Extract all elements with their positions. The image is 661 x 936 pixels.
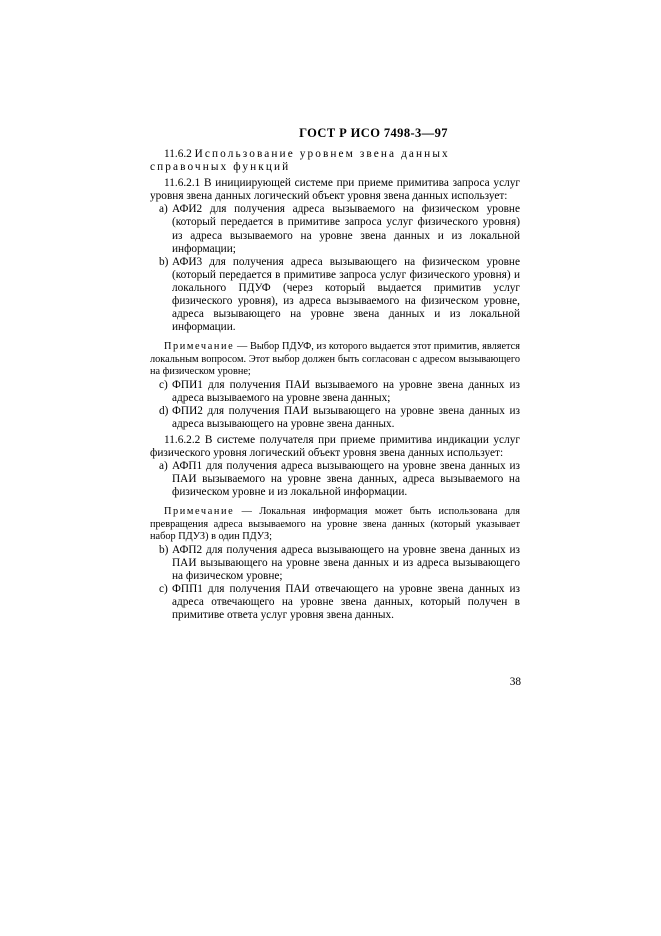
list-third: [150, 460, 520, 499]
list-item: [150, 583, 520, 622]
list-marker: c): [159, 378, 168, 391]
list-second: [150, 379, 520, 431]
section-number: 11.6.2: [164, 148, 192, 160]
paragraph-11-6-2-2: 11.6.2.2 В системе получателя при приеме примитива индикации услуг физического уровня логический объект уровня звена данных использует:: [150, 433, 520, 459]
list-text: АФП1 для получения адреса вызывающего на уровне звена данных из ПАИ вызываемого на уровне звена данных, адреса вызываемого на физическом уровне и из локальной информации.: [172, 460, 520, 499]
list-text: АФИ2 для получения адреса вызываемого на физическом уровне (который передается в примитиве запроса услуг физического уровня) из адреса вызываемого на уровне звена данных и из локальной информации;: [172, 203, 520, 255]
list-marker: a): [159, 203, 168, 216]
note-text: — Локальная информация может быть использована для превращения адреса вызываемого на уровне звена данных (который указывает набор ПДУЗ) в один ПДУЗ;: [150, 506, 520, 543]
list-text: АФИ3 для получения адреса вызывающего на физическом уровне (который передается в примитиве запроса услуг физического уровня) и локального ПДУФ (через который выдается примитив услуг физического уровня), из адреса вызываемого на физическом уровне, адреса вызывающего на уровне звена данных и из локальной информации.: [172, 255, 520, 334]
note-1: [150, 341, 520, 378]
list-item: [150, 203, 520, 255]
page-header: ГОСТ Р ИСО 7498-3—97: [299, 126, 448, 140]
list-item: [150, 544, 520, 583]
list-marker: d): [159, 404, 169, 417]
section-11-6-2-heading: [150, 148, 520, 161]
list-item: [150, 379, 520, 405]
list-marker: b): [159, 543, 169, 556]
note-label: Примечание: [164, 506, 235, 518]
list-text: ФПИ2 для получения ПАИ вызывающего на уровне звена данных из адреса вызывающего на уровне звена данных.: [172, 404, 520, 430]
list-item: [150, 256, 520, 335]
note-2: [150, 506, 520, 543]
list-marker: a): [159, 460, 168, 473]
page-content: [150, 148, 520, 622]
section-title-line2: справочных функций: [150, 161, 291, 174]
list-marker: c): [159, 582, 168, 595]
note-text: — Выбор ПДУФ, из которого выдается этот примитив, является локальным вопросом. Этот выбор должен быть согласован с адресом вызывающего на физическом уровне;: [150, 341, 520, 378]
list-fourth: [150, 544, 520, 623]
section-title-line1: Использование уровнем звена данных: [194, 148, 450, 160]
list-item: [150, 405, 520, 431]
list-text: ФПИ1 для получения ПАИ вызываемого на уровне звена данных из адреса вызываемого на уровне звена данных;: [172, 378, 520, 404]
list-item: [150, 460, 520, 499]
list-marker: b): [159, 255, 169, 268]
paragraph-11-6-2-1: 11.6.2.1 В инициирующей системе при приеме примитива запроса услуг уровня звена данных логический объект уровня звена данных использует:: [150, 177, 520, 203]
page-number: 38: [509, 676, 521, 688]
list-text: ФПП1 для получения ПАИ отвечающего на уровне звена данных из адреса отвечающего на уровне звена данных, который получен в примитиве ответа услуг уровня звена данных.: [172, 582, 520, 622]
list-first: [150, 203, 520, 334]
list-text: АФП2 для получения адреса вызывающего на уровне звена данных из ПАИ вызывающего на уровне звена данных и из адреса вызывающего на физическом уровне;: [172, 543, 520, 582]
note-label: Примечание: [164, 341, 235, 353]
